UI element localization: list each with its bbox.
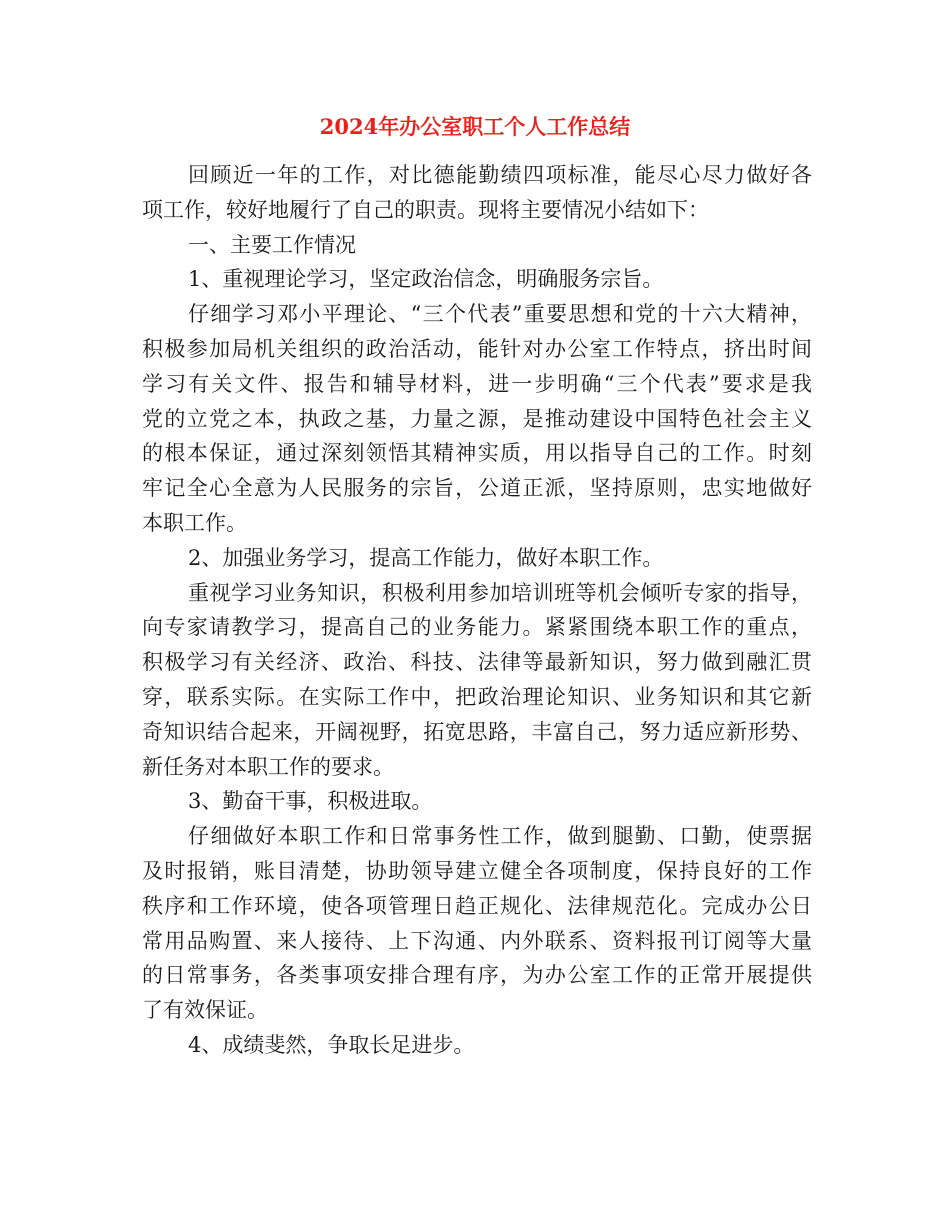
text-line: 了有效保证。 [142, 998, 268, 1023]
text-line: 新任务对本职工作的要求。 [142, 754, 394, 779]
text-line: 仔细学习邓小平理论、“三个代表”重要思想和党的十六大精神， [188, 302, 812, 327]
text-line: 党的立党之本，执政之基，力量之源，是推动建设中国特色社会主义 [142, 406, 812, 431]
text-line: 本职工作。 [142, 510, 247, 535]
text-line: 秩序和工作环境，使各项管理日趋正规化、法律规范化。完成办公日 [142, 893, 812, 918]
subsection-heading: 4、成绩斐然，争取长足进步。 [188, 1032, 475, 1057]
text-line: 积极参加局机关组织的政治活动，能针对办公室工作特点，挤出时间 [142, 336, 812, 361]
text-line: 重视学习业务知识，积极利用参加培训班等机会倾听专家的指导， [188, 580, 812, 605]
section-heading: 一、主要工作情况 [188, 232, 356, 257]
text-line: 牢记全心全意为人民服务的宗旨，公道正派，坚持原则，忠实地做好 [142, 476, 812, 501]
text-line: 的日常事务，各类事项安排合理有序，为办公室工作的正常开展提供 [142, 963, 812, 988]
subsection-heading: 3、勤奋干事，积极进取。 [188, 789, 433, 814]
document-title: 2024年办公室职工个人工作总结 [319, 114, 631, 139]
text-line: 的根本保证，通过深刻领悟其精神实质，用以指导自己的工作。时刻 [142, 441, 812, 466]
text-line: 仔细做好本职工作和日常事务性工作，做到腿勤、口勤，使票据 [188, 824, 812, 849]
text-line: 及时报销，账目清楚，协助领导建立健全各项制度，保持良好的工作 [142, 858, 812, 883]
text-line: 回顾近一年的工作，对比德能勤绩四项标准，能尽心尽力做好各 [188, 163, 812, 187]
text-line: 常用品购置、来人接待、上下沟通、内外联系、资料报刊订阅等大量 [142, 928, 812, 953]
subsection-heading: 1、重视理论学习，坚定政治信念，明确服务宗旨。 [188, 267, 664, 292]
document-body [142, 158, 812, 1063]
subsection-heading: 2、加强业务学习，提高工作能力，做好本职工作。 [188, 545, 664, 570]
text-line: 奇知识结合起来，开阔视野，拓宽思路，丰富自己，努力适应新形势、 [142, 719, 812, 744]
text-line: 穿，联系实际。在实际工作中，把政治理论知识、业务知识和其它新 [142, 684, 812, 709]
text-line: 学习有关文件、报告和辅导材料，进一步明确“三个代表”要求是我 [142, 371, 812, 396]
text-line: 项工作，较好地履行了自己的职责。现将主要情况小结如下： [142, 197, 709, 222]
text-line: 向专家请教学习，提高自己的业务能力。紧紧围绕本职工作的重点， [142, 615, 812, 640]
text-line: 积极学习有关经济、政治、科技、法律等最新知识，努力做到融汇贯 [142, 650, 812, 675]
